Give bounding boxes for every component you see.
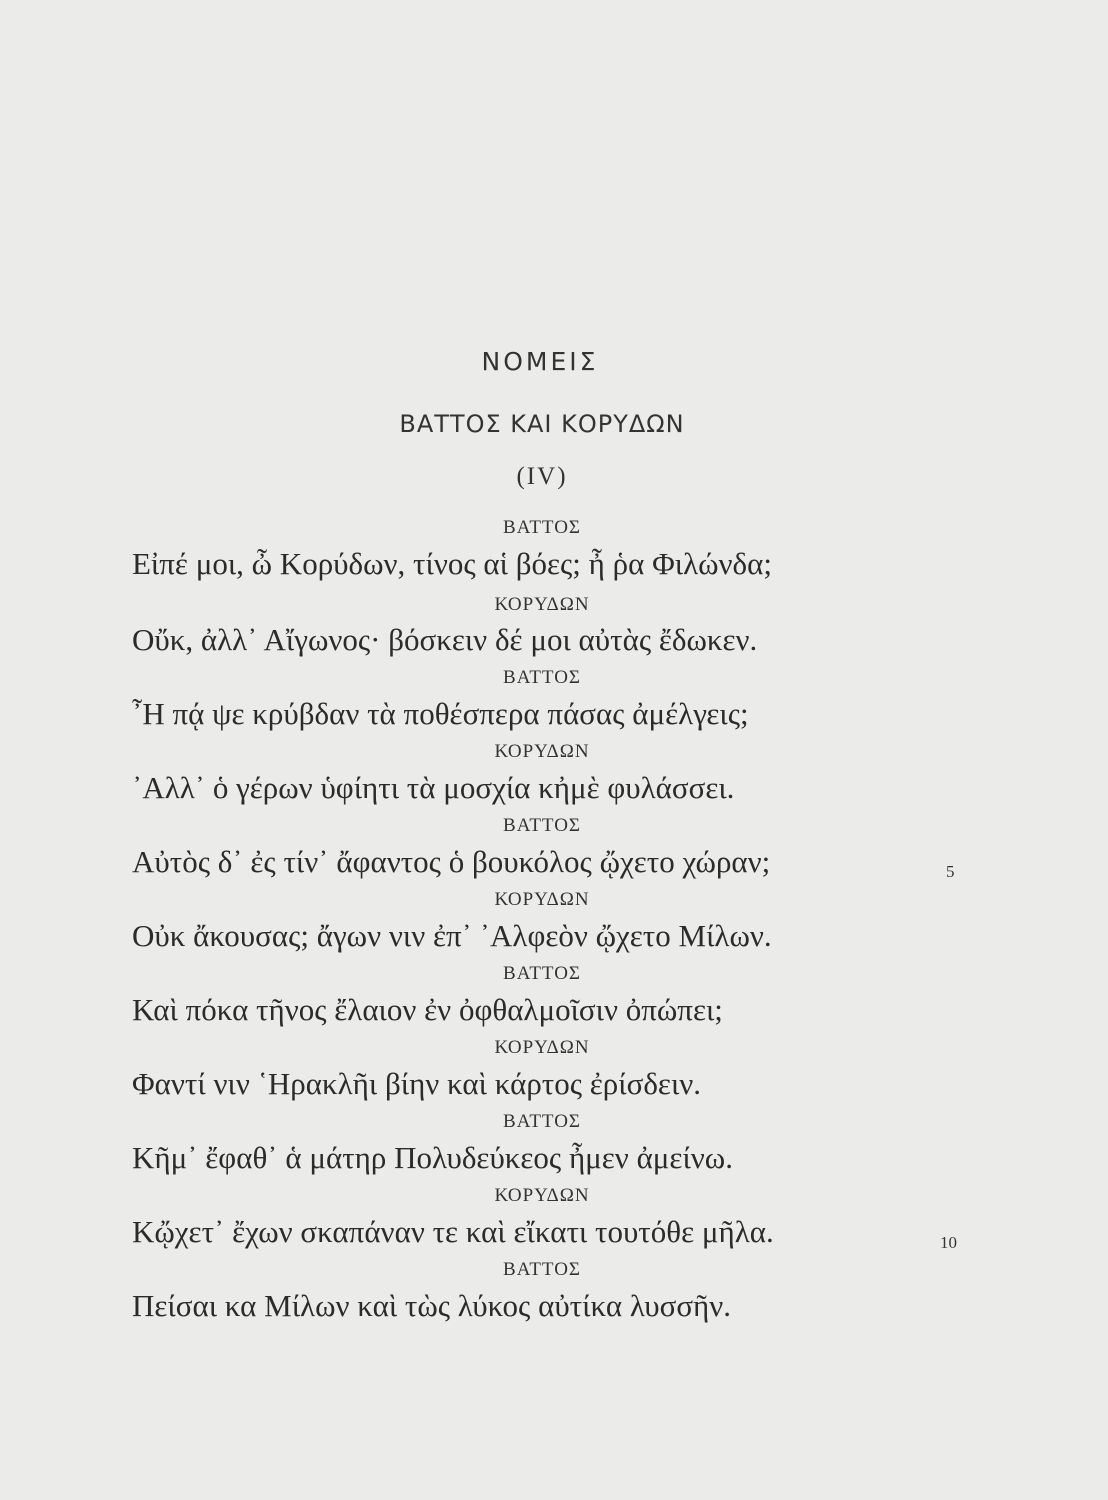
line-number: 5 (946, 862, 955, 881)
verse-line: ῏Η πᾴ ψε κρύβδαν τὰ ποθέσπερα πάσας ἀμέλγεις; (132, 696, 749, 731)
speaker-label: ΒΑΤΤΟΣ (503, 1259, 581, 1280)
verse-line: ᾽Αλλ᾽ ὁ γέρων ὑφίητι τὰ μοσχία κἠμὲ φυλάσσει. (132, 770, 735, 805)
line-number: 10 (940, 1233, 957, 1252)
speaker-label: ΚΟΡΥΔΩΝ (494, 889, 590, 910)
verse-line: Κῆμ᾽ ἔφαθ᾽ ἁ μάτηρ Πολυδεύκεος ἦμεν ἀμείνω. (132, 1140, 733, 1175)
speaker-label: ΒΑΤΤΟΣ (503, 517, 581, 538)
verse-line: Πείσαι κα Μίλων καὶ τὼς λύκος αὐτίκα λυσσῆν. (132, 1288, 732, 1323)
verse-line: Αὐτὸς δ᾽ ἐς τίν᾽ ἄφαντος ὁ βουκόλος ᾤχετο χώραν; (132, 844, 771, 879)
verse-line: Οὐκ ἄκουσας; ἄγων νιν ἐπ᾽ ᾽Αλφεὸν ᾤχετο Μίλων. (132, 918, 772, 953)
verse-line: Κᾤχετ᾽ ἔχων σκαπάναν τε καὶ εἴκατι τουτόθε μῆλα. (132, 1214, 774, 1249)
poem-title: ΝΟΜΕΙΣ (481, 347, 599, 376)
speaker-label: ΚΟΡΥΔΩΝ (494, 1185, 590, 1206)
speaker-label: ΒΑΤΤΟΣ (503, 1111, 581, 1132)
speaker-label: ΒΑΤΤΟΣ (503, 667, 581, 688)
verse-line: Εἰπέ μοι, ὦ Κορύδων, τίνος αἱ βόες; ἦ ῥα Φιλώνδα; (132, 546, 772, 581)
speaker-label: ΚΟΡΥΔΩΝ (494, 1037, 590, 1058)
verse-line: Καὶ πόκα τῆνος ἔλαιον ἐν ὀφθαλμοῖσιν ὀπώπει; (132, 992, 723, 1027)
idyll-number: (IV) (516, 463, 568, 490)
speaker-label: ΚΟΡΥΔΩΝ (494, 594, 590, 615)
verse-line: Φαντί νιν ῾Ηρακλῆι βίην καὶ κάρτος ἐρίσδειν. (132, 1066, 702, 1101)
poem-subtitle: ΒΑΤΤΟΣ ΚΑΙ ΚΟΡΥΔΩΝ (399, 410, 685, 438)
speaker-label: ΒΑΤΤΟΣ (503, 963, 581, 984)
verse-line: Οὔκ, ἀλλ᾽ Αἴγωνος· βόσκειν δέ μοι αὐτὰς ἔδωκεν. (132, 622, 758, 657)
speaker-label: ΒΑΤΤΟΣ (503, 815, 581, 836)
speaker-label: ΚΟΡΥΔΩΝ (494, 741, 590, 762)
